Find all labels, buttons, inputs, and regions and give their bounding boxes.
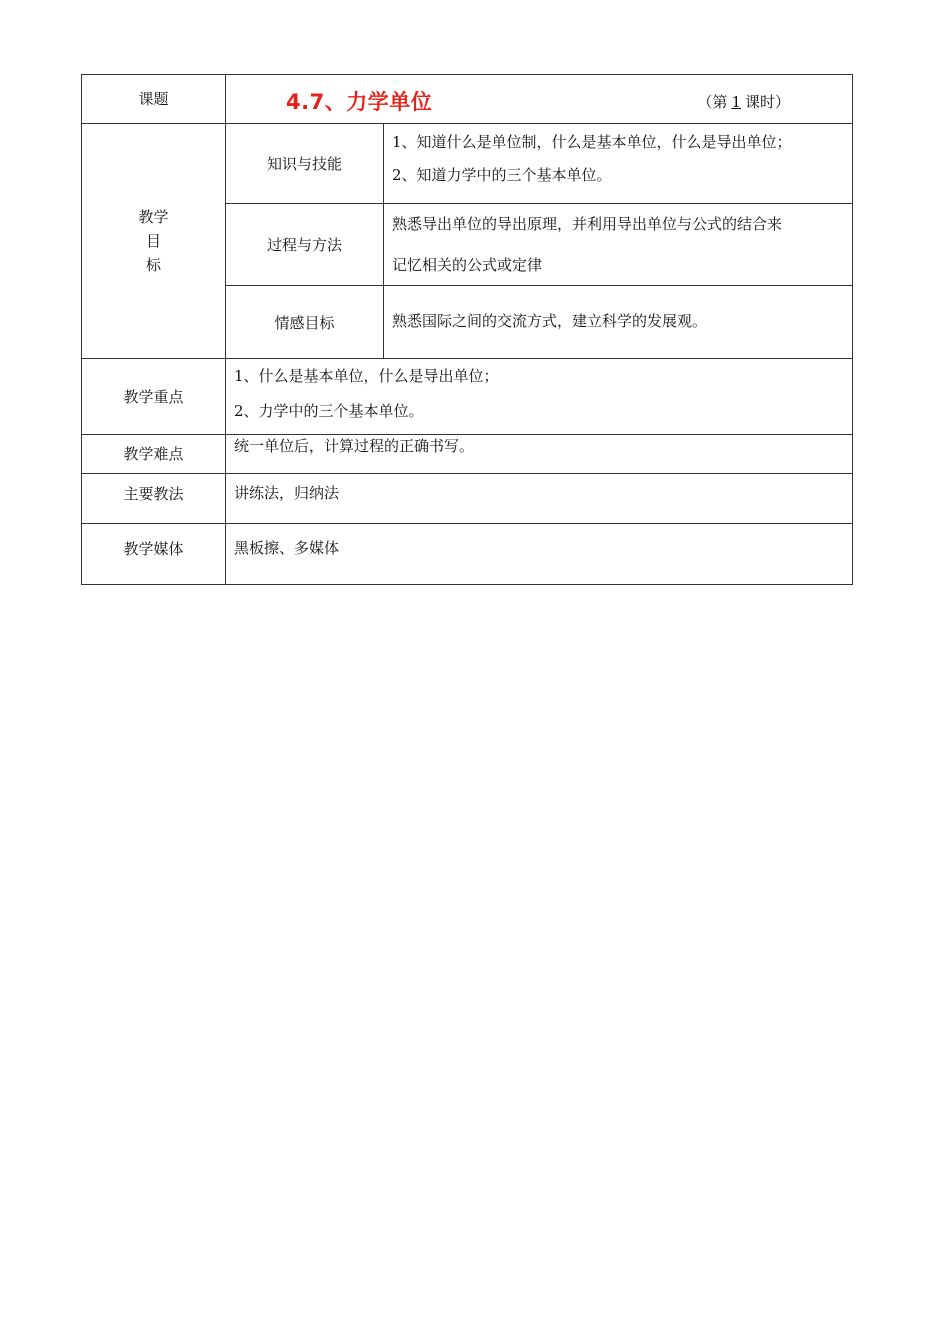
objective-line: 1、知道什么是单位制，什么是基本单位，什么是导出单位； (392, 133, 792, 151)
objective-content (384, 204, 853, 286)
objective-category: 过程与方法 (226, 204, 384, 286)
objectives-label (82, 124, 226, 359)
header-row (82, 75, 853, 124)
topic-label: 课题 (82, 75, 226, 124)
difficulties-content: 统一单位后，计算过程的正确书写。 (226, 435, 853, 474)
objective-content (384, 286, 853, 359)
key-points-content (226, 359, 853, 435)
methods-content: 讲练法，归纳法 (226, 474, 853, 524)
objectives-label-line: 教学 (138, 208, 169, 226)
objective-line: 熟悉导出单位的导出原理，并利用导出单位与公式的结合来 (392, 215, 783, 233)
media-row (82, 524, 853, 585)
key-points-label: 教学重点 (82, 359, 226, 435)
objective-row-knowledge (82, 124, 853, 204)
objectives-label-line: 目 (145, 232, 161, 250)
objective-line: 2、知道力学中的三个基本单位。 (392, 166, 612, 184)
methods-label: 主要教法 (82, 474, 226, 524)
period-prefix: （第 (697, 93, 728, 111)
period-suffix: 课时） (744, 93, 790, 111)
key-point-line: 1、什么是基本单位，什么是导出单位； (234, 367, 499, 385)
objective-category: 知识与技能 (226, 124, 384, 204)
key-point-line: 2、力学中的三个基本单位。 (234, 401, 424, 420)
media-label: 教学媒体 (82, 524, 226, 585)
media-content: 黑板擦、多媒体 (226, 524, 853, 585)
objective-line: 熟悉国际之间的交流方式，建立科学的发展观。 (392, 312, 708, 331)
topic-cell (226, 75, 853, 124)
difficulties-label: 教学难点 (82, 435, 226, 474)
objectives-label-line: 标 (145, 256, 161, 274)
lesson-title: 4.7、力学单位 (286, 90, 433, 114)
key-points-row (82, 359, 853, 435)
objective-line: 记忆相关的公式或定律 (392, 255, 543, 274)
objective-content (384, 124, 853, 204)
objective-category: 情感目标 (226, 286, 384, 359)
period-number: 1 (731, 93, 741, 111)
methods-row (82, 474, 853, 524)
lesson-plan-table (81, 74, 853, 585)
difficulties-row (82, 435, 853, 474)
period-info (697, 91, 790, 112)
